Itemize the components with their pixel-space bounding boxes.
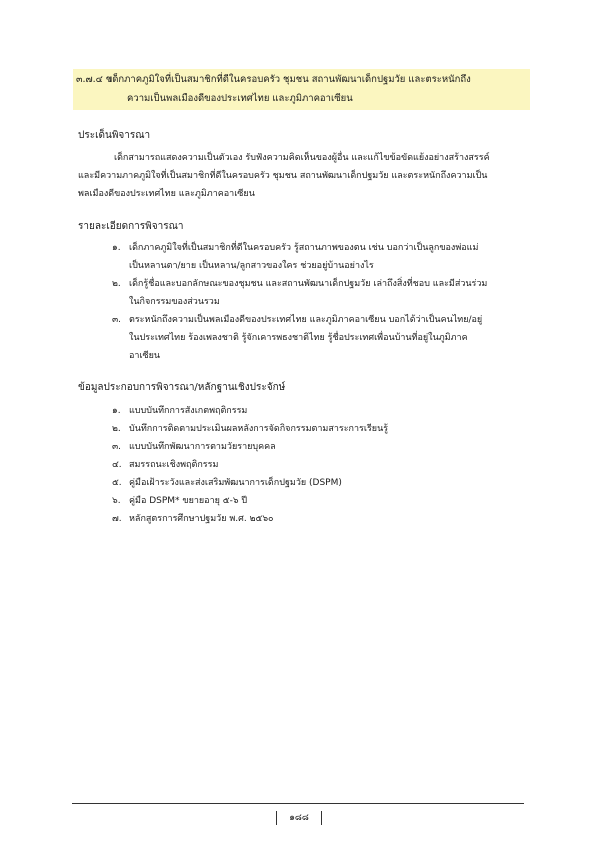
page-number: ๑๘๘ [289,813,309,823]
standard-number: ๓.๗.๔ ข [76,74,113,85]
details-heading: รายละเอียดการพิจารณา [78,221,184,232]
evidence-item-text: สมรรถนะเชิงพฤติกรรม [129,460,219,470]
details-item-line: อาเซียน [129,351,161,361]
considerations-heading: ประเด็นพิจารณา [78,130,151,141]
considerations-line-3: พลเมืองดีของประเทศไทย และภูมิภาคอาเซียน [78,189,255,199]
evidence-item-number: ๖. [112,496,121,506]
standard-header-box [73,69,530,110]
details-item-number: ๓. [112,315,122,325]
considerations-line-1: เด็กสามารถแสดงความเป็นตัวเอง รับฟังความคิดเห็นของผู้อื่น และแก้ไขข้อขัดแย้งอย่างสร้างสรรค์ [114,153,490,163]
evidence-item-text: หลักสูตรการศึกษาปฐมวัย พ.ศ. ๒๕๖๐ [129,514,274,524]
evidence-item-number: ๒. [112,424,121,434]
details-item-line: เด็กภาคภูมิใจที่เป็นสมาชิกที่ดีในครอบครัว รู้สถานภาพของตน เช่น บอกว่าเป็นลูกของพ่อแม่ [129,243,479,253]
details-item-number: ๒. [112,279,121,289]
evidence-item-number: ๑. [112,406,121,416]
considerations-line-2: และมีความภาคภูมิใจที่เป็นสมาชิกที่ดีในครอบครัว ชุมชน สถานพัฒนาเด็กปฐมวัย และตระหนักถึงความเป็น [78,171,488,181]
details-item-line: ตระหนักถึงความเป็นพลเมืองดีของประเทศไทย และภูมิภาคอาเซียน บอกได้ว่าเป็นคนไทย/อยู่ [129,315,483,325]
evidence-item-text: แบบบันทึกพัฒนาการตามวัยรายบุคคล [129,442,276,452]
evidence-item-text: บันทึกการติดตามประเมินผลหลังการจัดกิจกรรมตามสาระการเรียนรู้ [129,424,389,434]
details-item-number: ๑. [112,243,121,253]
details-item-line: ในกิจกรรมของส่วนรวม [129,297,220,307]
evidence-item-text: คู่มือเฝ้าระวังและส่งเสริมพัฒนาการเด็กปฐมวัย (DSPM) [129,478,342,488]
footer-divider [72,803,524,804]
details-item-line: เด็กรู้ชื่อและบอกลักษณะของชุมชน และสถานพัฒนาเด็กปฐมวัย เล่าถึงสิ่งที่ชอบ และมีส่วนร่วม [129,279,488,289]
evidence-item-number: ๗. [112,514,122,524]
details-item-line: ในประเทศไทย ร้องเพลงชาติ รู้จักเคารพธงชาติไทย รู้ชื่อประเทศเพื่อนบ้านที่อยู่ในภูมิภาค [129,333,468,343]
standard-title-line-2: ความเป็นพลเมืองดีของประเทศไทย และภูมิภาคอาเซียน [127,93,353,104]
evidence-item-number: ๕. [112,478,122,488]
page-number-box [276,811,322,825]
evidence-item-text: คู่มือ DSPM* ขยายอายุ ๕-๖ ปี [129,496,248,506]
evidence-item-number: ๔. [112,460,122,470]
evidence-heading: ข้อมูลประกอบการพิจารณา/หลักฐานเชิงประจักษ์ [78,382,286,393]
evidence-item-number: ๓. [112,442,122,452]
details-item-line: เป็นหลานตา/ยาย เป็นหลาน/ลูกสาวของใคร ช่วยอยู่บ้านอย่างไร [129,261,374,271]
standard-title-line-1: เด็กภาคภูมิใจที่เป็นสมาชิกที่ดีในครอบครัว ชุมชน สถานพัฒนาเด็กปฐมวัย และตระหนักถึง [109,74,471,85]
evidence-item-text: แบบบันทึกการสังเกตพฤติกรรม [129,406,248,416]
